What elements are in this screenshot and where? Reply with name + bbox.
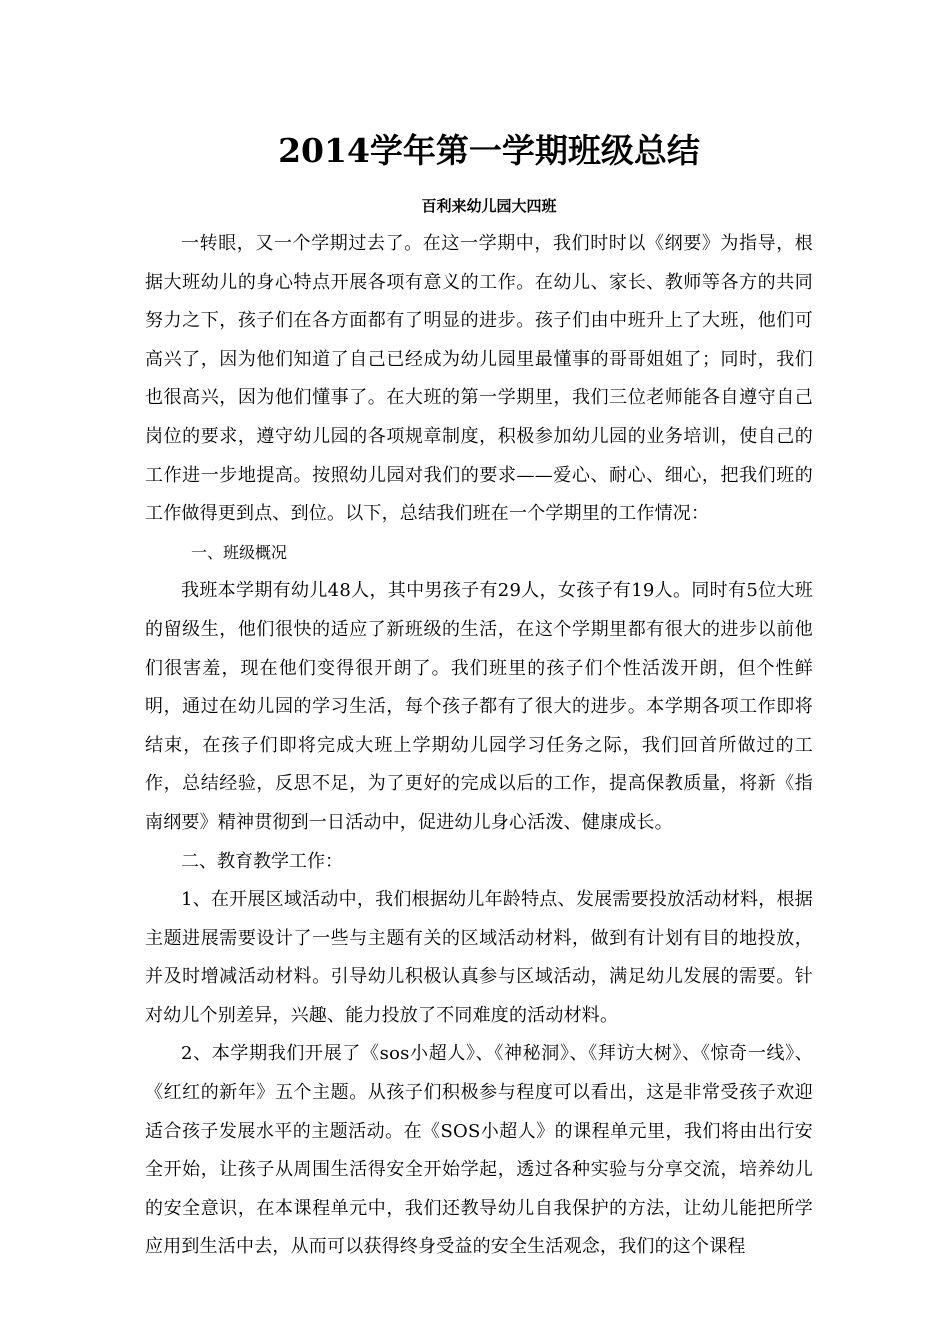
section-heading-class-overview: 一、班级概况 (191, 542, 288, 562)
section-heading-teaching-work: 二、教育教学工作： (181, 850, 343, 872)
intro-paragraph: 一转眼，又一个学期过去了。在这一学期中，我们时时以《纲要》为指导，根据大班幼儿的身心特点开展各项有意义的工作。在幼儿、家长、教师等各方的共同努力之下，孩子们在各方面都有了明显的进步。孩子们由中班升上了大班，他们可高兴了，因为他们知道了自己已经成为幼儿园里最懂事的哥哥姐姐了；同时，我们也很高兴，因为他们懂事了。在大班的第一学期里，我们三位老师能各自遵守自己岗位的要求，遵守幼儿园的各项规章制度，积极参加幼儿园的业务培训，使自己的工作进一步地提高。按照幼儿园对我们的要求——爱心、耐心、细心，把我们班的工作做得更到点、到位。以下，总结我们班在一个学期里的工作情况： (145, 233, 813, 525)
teaching-item-1-paragraph: 1、在开展区域活动中，我们根据幼儿年龄特点、发展需要投放活动材料，根据主题进展需要设计了一些与主题有关的区域活动材料，做到有计划有目的地投放，并及时增减活动材料。引导幼儿积极认真参与区域活动，满足幼儿发展的需要。针对幼儿个别差异，兴趣、能力投放了不同难度的活动材料。 (145, 889, 813, 1026)
document-subtitle: 百利来幼儿园大四班 (421, 197, 557, 215)
teaching-item-2-paragraph: 2、本学期我们开展了《sos小超人》、《神秘洞》、《拜访大树》、《惊奇一线》、《红红的新年》五个主题。从孩子们积极参与程度可以看出，这是非常受孩子欢迎适合孩子发展水平的主题活动。在《SOS小超人》的课程单元里，我们将由出行安全开始，让孩子从周围生活得安全开始学起，透过各种实验与分享交流，培养幼儿的安全意识，在本课程单元中，我们还教导幼儿自我保护的方法，让幼儿能把所学应用到生活中去，从而可以获得终身受益的安全生活观念，我们的这个课程 (145, 1043, 813, 1258)
document-body (145, 225, 813, 1267)
document-title: 2014学年第一学期班级总结 (278, 131, 700, 170)
class-overview-paragraph: 我班本学期有幼儿48人，其中男孩子有29人，女孩子有19人。同时有5位大班的留级生，他们很快的适应了新班级的生活，在这个学期里都有很大的进步以前他们很害羞，现在他们变得很开朗了。我们班里的孩子们个性活泼开朗，但个性鲜明，通过在幼儿园的学习生活，每个孩子都有了很大的进步。本学期各项工作即将结束，在孩子们即将完成大班上学期幼儿园学习任务之际，我们回首所做过的工作，总结经验，反思不足，为了更好的完成以后的工作，提高保教质量，将新《指南纲要》精神贯彻到一日活动中，促进幼儿身心活泼、健康成长。 (145, 580, 813, 833)
